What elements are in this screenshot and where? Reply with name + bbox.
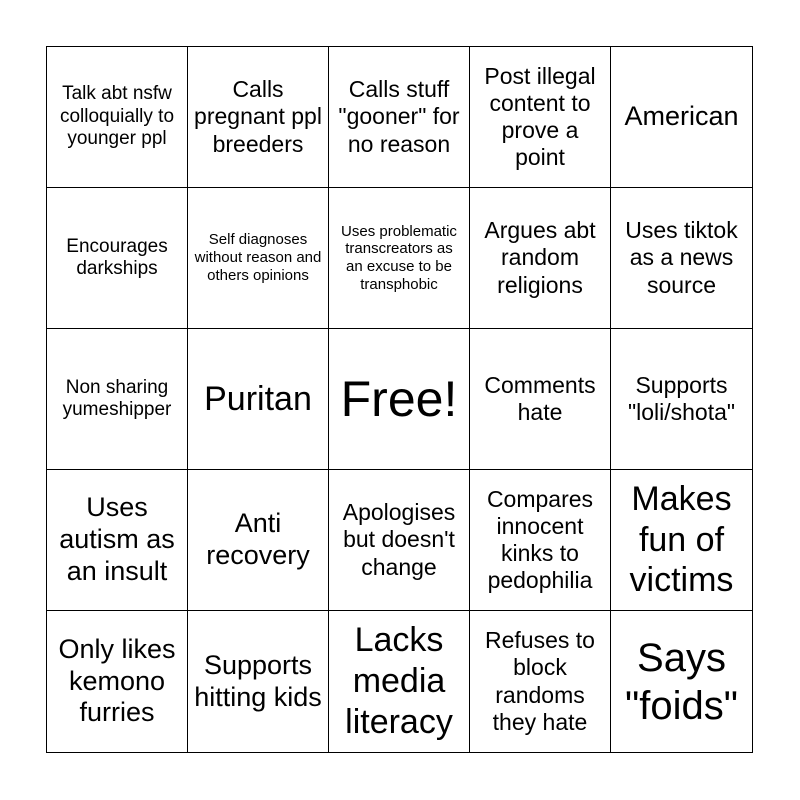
bingo-cell-15[interactable] — [611, 329, 752, 470]
bingo-cell-4[interactable] — [470, 47, 611, 188]
bingo-cell-7[interactable] — [188, 188, 329, 329]
bingo-cell-text: Only likes kemono furries — [58, 633, 176, 728]
bingo-cell-text: Argues abt random religions — [484, 217, 596, 298]
bingo-cell-text: Apologises but doesn't change — [342, 499, 456, 580]
bingo-cell-text: Post illegal content to prove a point — [484, 62, 596, 171]
bingo-cell-text: Encourages darkships — [66, 235, 168, 279]
bingo-cell-14[interactable] — [470, 329, 611, 470]
bingo-cell-text: Talk abt nsfw colloquially to younger ppl — [59, 83, 175, 150]
bingo-cell-18[interactable] — [329, 470, 470, 611]
bingo-cell-text: Compares innocent kinks to pedophilia — [486, 485, 594, 594]
bingo-cell-17[interactable] — [188, 470, 329, 611]
bingo-cell-text: Calls stuff "gooner" for no reason — [338, 76, 460, 157]
bingo-cell-3[interactable] — [329, 47, 470, 188]
bingo-cell-12[interactable] — [188, 329, 329, 470]
bingo-cell-text: Self diagnoses without reason and others opinions — [194, 231, 322, 284]
bingo-cell-text: American — [624, 101, 739, 132]
bingo-cell-text: Makes fun of victims — [629, 479, 734, 600]
bingo-cell-text: Free! — [340, 370, 458, 427]
bingo-cell-text: Uses problematic transcreators as an excuse to be transphobic — [341, 222, 457, 293]
bingo-cell-text: Refuses to block randoms they hate — [485, 627, 595, 735]
bingo-cell-6[interactable] — [47, 188, 188, 329]
bingo-cell-text: Says "foids" — [625, 635, 738, 728]
bingo-board — [46, 46, 753, 753]
bingo-free-cell[interactable] — [329, 329, 470, 470]
bingo-cell-2[interactable] — [188, 47, 329, 188]
bingo-cell-text: Uses tiktok as a news source — [625, 217, 738, 298]
bingo-cell-text: Lacks media literacy — [345, 621, 453, 741]
bingo-cell-text: Calls pregnant ppl breeders — [194, 76, 322, 157]
bingo-cell-text: Anti recovery — [206, 508, 310, 570]
bingo-cell-9[interactable] — [470, 188, 611, 329]
bingo-cell-text: Puritan — [204, 379, 312, 418]
bingo-cell-22[interactable] — [188, 611, 329, 752]
bingo-cell-23[interactable] — [329, 611, 470, 752]
bingo-cell-10[interactable] — [611, 188, 752, 329]
bingo-cell-5[interactable] — [611, 47, 752, 188]
bingo-cell-19[interactable] — [470, 470, 611, 611]
bingo-cell-16[interactable] — [47, 470, 188, 611]
bingo-cell-8[interactable] — [329, 188, 470, 329]
bingo-cell-text: Supports "loli/shota" — [627, 371, 736, 425]
bingo-cell-text: Uses autism as an insult — [59, 492, 175, 586]
bingo-cell-25[interactable] — [611, 611, 752, 752]
bingo-cell-text: Supports hitting kids — [194, 649, 322, 712]
bingo-cell-1[interactable] — [47, 47, 188, 188]
bingo-cell-24[interactable] — [470, 611, 611, 752]
bingo-cell-text: Non sharing yumeshipper — [62, 376, 172, 420]
bingo-cell-11[interactable] — [47, 329, 188, 470]
bingo-cell-text: Comments hate — [484, 371, 596, 425]
bingo-cell-21[interactable] — [47, 611, 188, 752]
bingo-cell-20[interactable] — [611, 470, 752, 611]
